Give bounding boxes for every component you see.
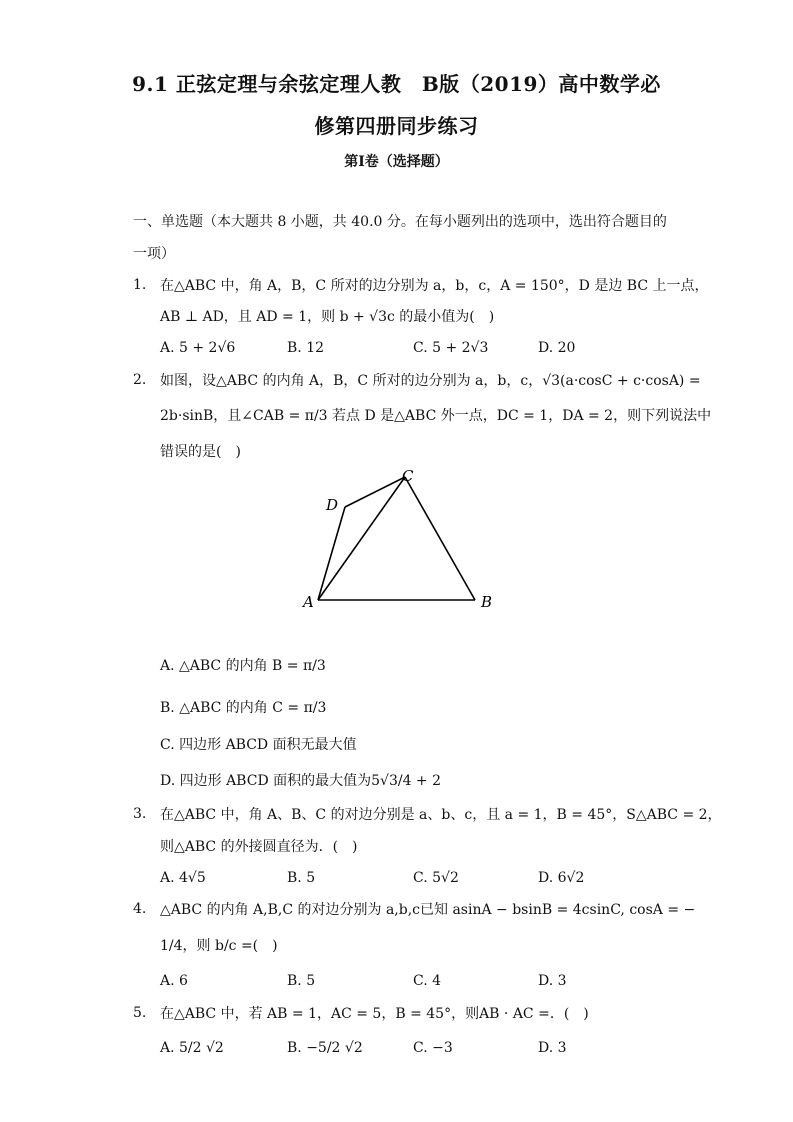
question-number: 4. [133,901,147,917]
option-c: C. 4 [413,973,442,989]
option-d: D. 3 [538,1040,567,1056]
question-text: △ABC 的内角 A,B,C 的对边分别为 a,b,c已知 asinA − bsinB = 4csinC, cosA = − [160,902,696,918]
question-text: 在△ABC 中，若 AB = 1，AC = 5，B = 45°，则AB · AC =．( ) [160,1006,589,1022]
option-d: D. 四边形 ABCD 面积的最大值为5√3/4 + 2 [160,773,442,789]
option-b: B. 5 [287,870,316,886]
quadrilateral-figure [295,465,515,615]
question-number: 3. [133,806,147,822]
section-heading-line1: 一、单选题（本大题共 8 小题，共 40.0 分。在每小题列出的选项中，选出符合题目的 [133,214,667,230]
question-text: 在△ABC 中，角 A、B、C 的对边分别是 a、b、c，且 a = 1，B = 45°，S△ABC = 2， [160,807,722,823]
option-d: D. 3 [538,973,567,989]
label-a: A [303,593,314,611]
option-c: C. −3 [413,1040,453,1056]
option-b: B. −5/2 √2 [287,1040,363,1056]
label-c: C [402,467,414,485]
option-c: C. 四边形 ABCD 面积无最大值 [160,737,357,753]
question-number: 5. [133,1005,147,1021]
question-text: 2b·sinB，且∠CAB = π/3 若点 D 是△ABC 外一点，DC = 1，DA = 2，则下列说法中 [160,408,712,424]
question-text: 错误的是( ) [160,444,241,460]
label-b: B [481,593,493,611]
option-b: B. 5 [287,973,316,989]
option-a: A. 4√5 [160,870,206,886]
title-line-1: 9.1 正弦定理与余弦定理人教 B版（2019）高中数学必 [132,72,661,96]
section-heading-line2: 一项） [133,246,175,262]
question-text: 则△ABC 的外接圆直径为．( ) [160,839,358,855]
subtitle: 第Ⅰ卷（选择题） [344,154,449,170]
title-line-2: 修第四册同步练习 [314,114,479,138]
option-a: A. 5 + 2√6 [160,340,236,356]
question-text: AB ⊥ AD，且 AD = 1，则 b + √3c 的最小值为( ) [160,309,495,325]
option-d: D. 20 [538,340,576,356]
option-a: A. △ABC 的内角 B = π/3 [160,658,326,674]
segment-dc [345,477,405,507]
question-text: 1/4，则 b/c =( ) [160,938,278,954]
label-d: D [326,496,339,514]
option-a: A. 6 [160,973,188,989]
segment-cb [405,477,475,600]
question-text: 如图，设△ABC 的内角 A，B，C 所对的边分别为 a，b，c，√3(a·cosC + c·cosA) = [160,373,701,389]
option-c: C. 5√2 [413,870,459,886]
question-number: 1. [133,277,147,293]
option-d: D. 6√2 [538,870,585,886]
question-number: 2. [133,372,147,388]
option-c: C. 5 + 2√3 [413,340,489,356]
option-b: B. △ABC 的内角 C = π/3 [160,700,327,716]
option-a: A. 5/2 √2 [160,1040,224,1056]
option-b: B. 12 [287,340,325,356]
question-text: 在△ABC 中，角 A，B，C 所对的边分别为 a，b，c，A = 150°，D 是边 BC 上一点， [160,278,709,294]
segment-ad [318,507,345,600]
